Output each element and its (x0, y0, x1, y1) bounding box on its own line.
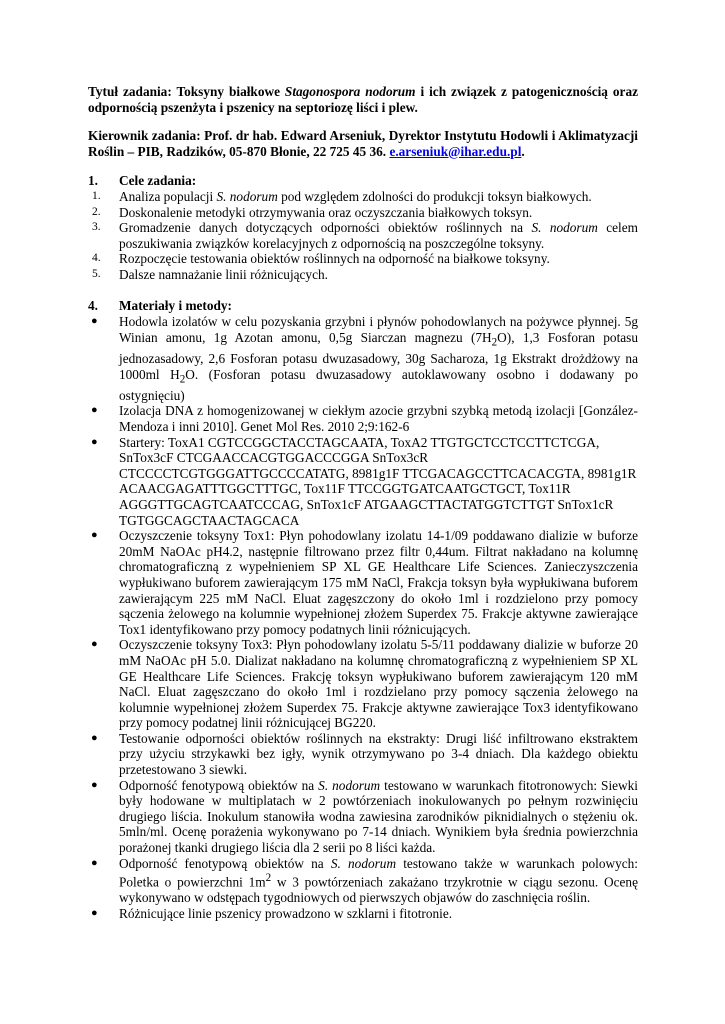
list-item (88, 205, 638, 221)
item-text: Różnicujące linie pszenicy prowadzono w szklarni i fitotronie. (119, 905, 453, 921)
item-text (119, 267, 638, 283)
document-page (88, 84, 638, 921)
goals-list (88, 189, 638, 283)
section-materials-heading (88, 298, 638, 314)
item-text-a: Dalsze namnażanie linii różnicujących. (119, 266, 328, 282)
item-text-a: Gromadzenie danych dotyczących odporności obiektów roślinnych na (119, 220, 532, 236)
item-text-a: Hodowla izolatów w celu pozyskania grzybni i płynów pohodowlanych na pożywce płynnej. 5g Winian amonu, 1g Azotan amonu, 0,5g Siarczan magnezu (7H (119, 314, 638, 345)
task-leader (88, 128, 638, 159)
item-text: Oczyszczenie toksyny Tox1: Płyn pohodowlany izolatu 14-1/09 poddawano dializie w buforze 20mM NaOAc pH4.2, następnie filtrowano przez filtr 0,44um. Filtrat nakładano na kolumnę chromatograficzną z wypełnieniem SP XL GE Healthcare Life Sciences. Zanieczyszczenia wypłukiwano buforem zawierającym 175 mM NaCl, Frakcja toksyn była wypłukiwana buforem zawierającym 225 mM NaCl. Eluat zagęszczony do około 1ml i rozdzielono przy pomocy sączenia żelowego na kolumnie wypełnionej złożem Superdex 75. Frakcje aktywne zawierające Tox1 identyfikowano przy pomocy podatnych linii różnicujących. (119, 528, 638, 637)
item-text-b: O), 1,3 Fosforan potasu jednozasadowy, 2,6 Fosforan potasu dwuzasadowy, 30g Sacharoza, 1g Ekstrakt drożdżowy na 1000ml H (119, 329, 639, 382)
item-number: 2. (92, 205, 101, 218)
email-link[interactable]: e.arseniuk@ihar.edu.pl (389, 143, 522, 159)
leader-end: . (521, 143, 525, 159)
section-title: Cele zadania: (119, 173, 197, 189)
list-item (88, 220, 638, 251)
item-text-b: testowano także w warunkach polowych: Poletka o powierzchni 1m (119, 855, 638, 890)
superscript: 2 (265, 872, 272, 885)
list-item (88, 314, 638, 403)
list-item (88, 403, 638, 434)
item-text (119, 251, 638, 267)
item-number: 1. (92, 189, 101, 202)
bullet-icon: ● (91, 529, 98, 542)
bullet-icon: ● (91, 315, 98, 328)
item-number: 4. (92, 252, 101, 265)
item-text-a: Analiza populacji (119, 188, 217, 204)
item-text-a: Rozpoczęcie testowania obiektów roślinnych na odporność na białkowe toksyny. (119, 251, 550, 267)
bullet-icon: ● (91, 906, 98, 919)
item-species: S. nodorum (531, 220, 598, 236)
list-item (88, 906, 638, 922)
item-text (119, 189, 638, 205)
task-title (88, 84, 638, 115)
subscript: 2 (179, 373, 186, 386)
title-species: Stagonospora nodorum (284, 84, 416, 99)
bullet-icon: ● (91, 638, 98, 651)
item-text-c: O. (Fosforan potasu dwuzasadowy autoklawowany osobno i dodawany po ostygnięciu) (119, 366, 638, 403)
item-text-a: Odporność fenotypową obiektów na (119, 777, 319, 793)
list-item (88, 856, 638, 906)
item-text (119, 205, 638, 221)
item-text: Izolacja DNA z homogenizowanej w ciekłym azocie grzybni szybką metodą izolacji [González-Mendoza i inni 2010]. Genet Mol Res. 2010 2;9:162-6 (119, 403, 638, 434)
list-item (88, 778, 638, 856)
section-number: 1. (88, 173, 98, 189)
item-text-b: testowano w warunkach fitotronowych: Siewki były hodowane w multiplatach w 2 powtórzeniach inokulowanych po pełnym rozwinięciu drugiego liścia. Inokulum stanowiła wodna zawiesina zarodników piknidialnych o stężeniu ok. 5mln/ml. Ocenę porażenia wykonywano po 7-14 dniach. Wynikiem była średnia powierzchnia porażonej tkanki drugiego liścia dla 2 serii po 8 liści każda. (119, 777, 638, 856)
bullet-icon: ● (91, 778, 98, 791)
list-item (88, 637, 638, 731)
materials-list (88, 314, 638, 921)
item-text (119, 856, 638, 906)
item-text-b: pod względem zdolności do produkcji toksyn białkowych. (277, 188, 592, 204)
list-item (88, 435, 638, 529)
item-species: S. nodorum (330, 855, 397, 871)
bullet-icon: ● (91, 404, 98, 417)
item-text-b: celem poszukiwania związków korelacyjnych z odpornością na poszczególne toksyny. (119, 220, 638, 251)
item-species: S. nodorum (318, 777, 381, 793)
item-species: S. nodorum (216, 188, 278, 204)
bullet-icon: ● (91, 856, 98, 869)
subscript: 2 (491, 336, 498, 349)
section-title: Materiały i metody: (119, 297, 232, 313)
item-text-a: Doskonalenie metodyki otrzymywania oraz oczyszczania białkowych toksyn. (119, 204, 533, 220)
item-number: 3. (92, 221, 101, 234)
item-text: Oczyszczenie toksyny Tox3: Płyn pohodowlany izolatu 5-5/11 poddawany dializie w buforze 20 mM NaOAc pH 5.0. Dializat nakładano na kolumnę chromatograficzną z wypełnieniem SP XL GE Healthcare Life Sciences. Frakcję toksyn wypłukiwano buforem zawierającym 120 mM NaCl. Eluat zagęszczano do około 1ml i rozdzielano przy pomocy sączenia żelowego na kolumnie wypełnionej złożem Superdex 75. Frakcje aktywne zawierające Tox3 identyfikowano przy pomocy podatnej linii różnicującej BG220. (119, 637, 638, 731)
item-text: Startery: ToxA1 CGTCCGGCTACCTAGCAATA, ToxA2 TTGTGCTCCTCCTTCTCGA, SnTox3cF CTCGAACCACGTGGACCCGGA SnTox3cR CTCCCCTCGTGGGATTGCCCCATATG, 8981g1F TTCGACAGCCTTCACACGTA, 8981g1R ACAACGAGATTTGGCTTTGC, Tox11F TTCCGGTGATCAATGCTGCT, Tox11R AGGGTTGCAGTCAATCCCAG, SnTox1cF ATGAAGCTTACTATGGTCTTGT SnTox1cR TGTGGCAGCTAACTAGCACA (119, 434, 637, 528)
section-number: 4. (88, 297, 98, 313)
section-goals-heading (88, 173, 638, 189)
item-text: Testowanie odporności obiektów roślinnych na ekstrakty: Drugi liść infiltrowano ekstraktem przy użyciu strzykawki bez igły, wynik otrzymywano po 3-4 dniach. Dla każdego obiektu przetestowano 3 siewki. (119, 730, 638, 778)
leader-text: Kierownik zadania: Prof. dr hab. Edward Arseniuk, Dyrektor Instytutu Hodowli i Aklimatyzacji Roślin – PIB, Radzików, 05-870 Błonie, 22 725 45 36. (88, 128, 638, 159)
title-suffix: i ich związek z patogenicznością oraz odpornością pszenżyta i pszenicy na septoriozę liści i plew. (88, 84, 638, 115)
list-item (88, 528, 638, 637)
item-text (119, 314, 638, 403)
list-item (88, 731, 638, 778)
item-number: 5. (92, 267, 101, 280)
list-item (88, 251, 638, 267)
list-item (88, 189, 638, 205)
bullet-icon: ● (91, 731, 98, 744)
list-item (88, 267, 638, 283)
item-text (119, 220, 638, 251)
item-text (119, 778, 638, 856)
item-text-a: Odporność fenotypową obiektów na (119, 855, 331, 871)
title-prefix: Tytuł zadania: Toksyny białkowe (88, 84, 285, 99)
item-text-c: w 3 powtórzeniach zakażano trzykrotnie w ciągu sezonu. Ocenę wykonywano w odstępach tygodniowych od pierwszych objawów do zaschnięcia roślin. (119, 874, 638, 906)
bullet-icon: ● (91, 435, 98, 448)
